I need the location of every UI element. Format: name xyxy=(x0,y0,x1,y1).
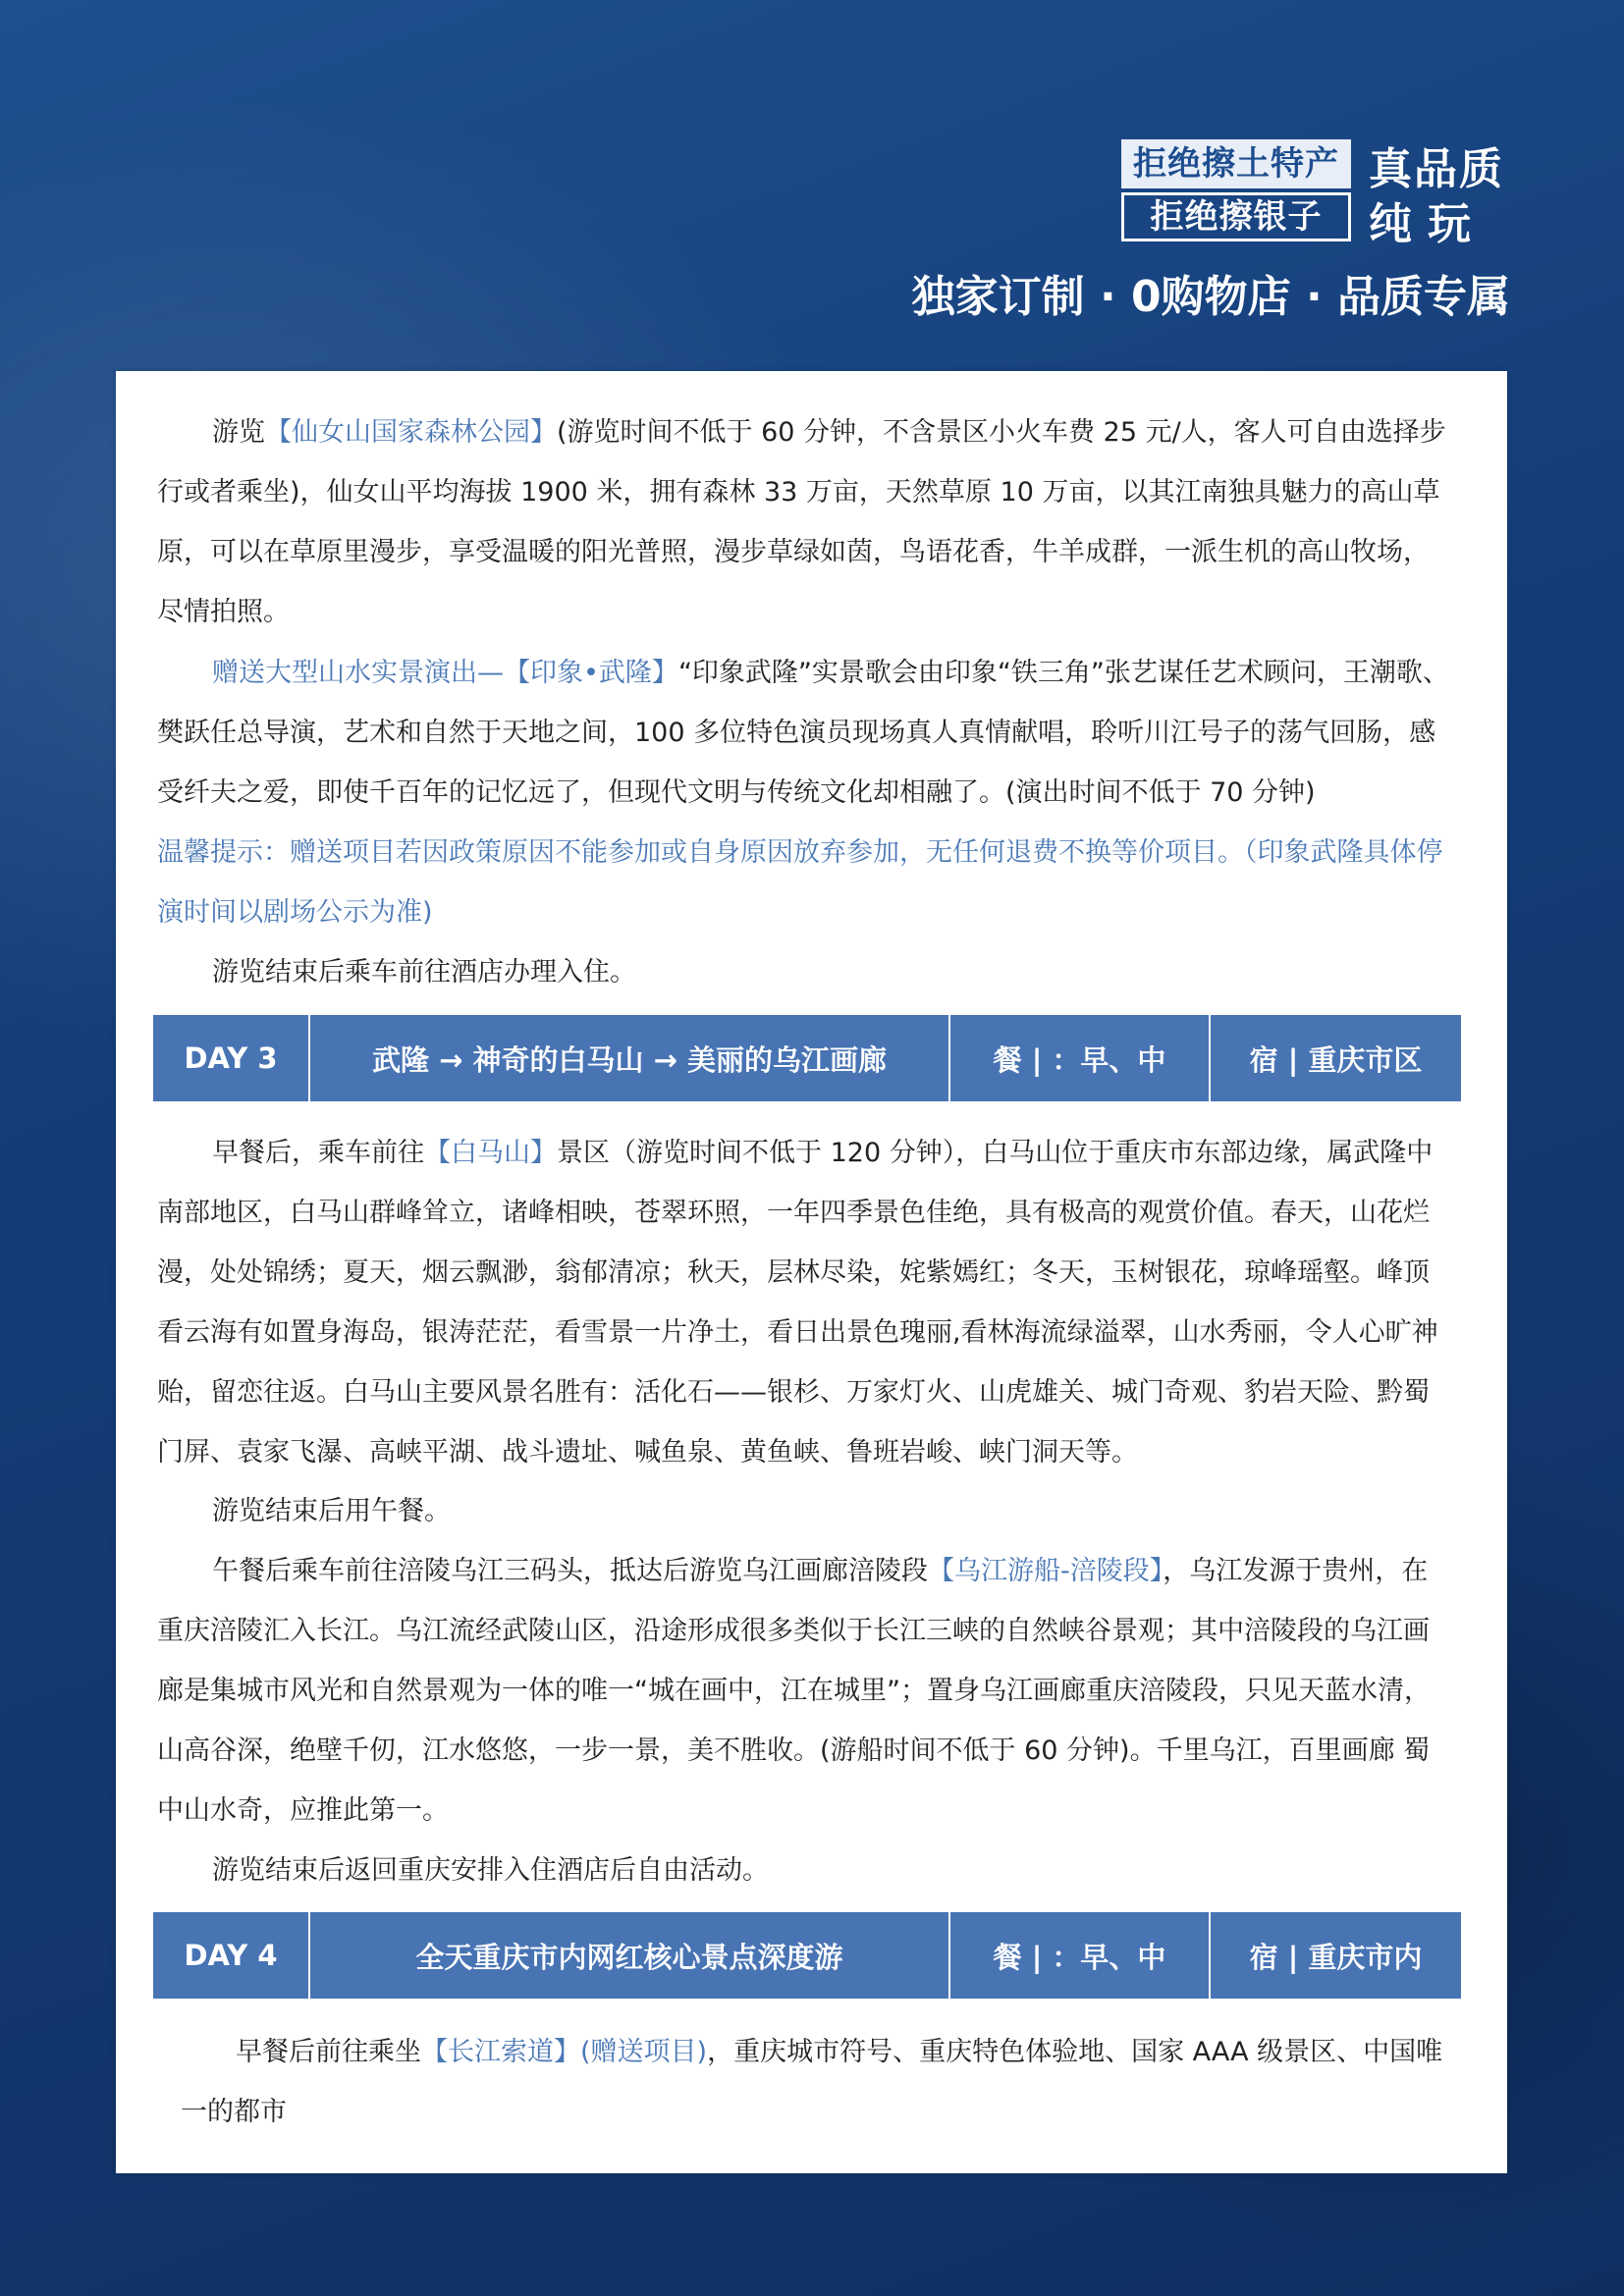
day3-route: 武隆 → 神奇的白马山 → 美丽的乌江画廊 xyxy=(310,1015,950,1101)
highlight-baima-mountain: 【白马山】 xyxy=(424,1138,557,1168)
highlight-fairy-mountain: 【仙女山国家森林公园】 xyxy=(265,417,557,448)
badge-bottom: 拒绝擦银子 xyxy=(1121,192,1351,241)
day3-label: DAY 3 xyxy=(153,1015,310,1101)
day4-bar xyxy=(153,1912,1461,1999)
badge-top: 拒绝擦土特产 xyxy=(1121,139,1351,188)
day4-paragraph-1: 早餐后前往乘坐【长江索道】(赠送项目)，重庆城市符号、重庆特色体验地、国家 AAA 级景区、中国唯一的都市 xyxy=(181,2037,1443,2127)
day3-stay: 宿 | 重庆市区 xyxy=(1249,1042,1423,1077)
day3-bar xyxy=(153,1015,1461,1101)
day3-paragraph-4: 游览结束后返回重庆安排入住酒店后自由活动。 xyxy=(212,1855,769,1886)
intro-paragraph-2: 赠送大型山水实景演出—【印象•武隆】“印象武隆”实景歌会由印象“铁三角”张艺谋任艺术顾问，王潮歌、樊跃任总导演，艺术和自然于天地之间，100 多位特色演员现场真人真情献唱，聆听川江号子的荡气回肠，感受纤夫之爱，即使千百年的记忆远了，但现代文明与传统文化却相融了。(演出时间不低于 70 分钟) xyxy=(157,658,1449,808)
intro-tip: 温馨提示：赠送项目若因政策原因不能参加或自身原因放弃参加，无任何退费不换等价项目。（印象武隆具体停演时间以剧场公示为准) xyxy=(157,837,1443,928)
day3-meals: 餐 | ：早、中 xyxy=(950,1015,1211,1101)
tagline-quality: 真品质 xyxy=(1369,144,1504,194)
day3-paragraph-3: 午餐后乘车前往涪陵乌江三码头，抵达后游览乌江画廊涪陵段【乌江游船-涪陵段】，乌江发源于贵州，在重庆涪陵汇入长江。乌江流经武陵山区，沿途形成很多类似于长江三峡的自然峡谷景观；其中涪陵段的乌江画廊是集城市风光和自然景观为一体的唯一“城在画中，江在城里”；置身乌江画廊重庆涪陵段，只见天蓝水清，山高谷深，绝壁千仞，江水悠悠，一步一景，美不胜收。(游船时间不低于 60 分钟)。千里乌江，百里画廊 蜀中山水奇，应推此第一。 xyxy=(157,1556,1431,1826)
intro-paragraph-4: 游览结束后乘车前往酒店办理入住。 xyxy=(212,957,636,988)
tagline-pure-play: 纯玩 xyxy=(1369,199,1487,249)
day3-paragraph-1: 早餐后，乘车前往【白马山】景区（游览时间不低于 120 分钟），白马山位于重庆市东部边缘，属武隆中南部地区，白马山群峰耸立，诸峰相映，苍翠环照，一年四季景色佳绝，具有极高的观赏价值。春天，山花烂漫，处处锦绣；夏天，烟云飘渺，翁郁清凉；秋天，层林尽染，姹紫嫣红；冬天，玉树银花，琼峰瑶壑。峰顶看云海有如置身海岛，银涛茫茫，看雪景一片净土，看日出景色瑰丽,看林海流绿溢翠，山水秀丽，令人心旷神贻，留恋往返。白马山主要风景名胜有：活化石——银杉、万家灯火、山虎雄关、城门奇观、豹岩天险、黔蜀门屏、袁家飞瀑、高峡平湖、战斗遗址、喊鱼泉、黄鱼峡、鲁班岩峻、峡门洞天等。 xyxy=(157,1138,1438,1468)
highlight-wujiang-cruise: 【乌江游船-涪陵段】 xyxy=(928,1556,1164,1586)
day4-stay: 宿 | 重庆市内 xyxy=(1249,1940,1423,1974)
header-slogan: 独家订制 · 0购物店 · 品质专属 xyxy=(911,272,1510,322)
header-badge xyxy=(1121,137,1357,247)
day3-paragraph-2: 游览结束后用午餐。 xyxy=(212,1496,451,1526)
highlight-yangtze-cableway: 【长江索道】(赠送项目) xyxy=(421,2037,708,2067)
day4-meals: 餐 | ：早、中 xyxy=(950,1912,1211,1999)
day4-label: DAY 4 xyxy=(153,1912,310,1999)
highlight-impression-wulong: 赠送大型山水实景演出—【印象•武隆】 xyxy=(212,658,678,688)
intro-paragraph-1: 游览【仙女山国家森林公园】(游览时间不低于 60 分钟，不含景区小火车费 25 元/人，客人可自由选择步行或者乘坐)，仙女山平均海拔 1900 米，拥有森林 33 万亩，天然草原 10 万亩，以其江南独具魅力的高山草原，可以在草原里漫步，享受温暖的阳光普照，漫步草绿如茵，鸟语花香，牛羊成群，一派生机的高山牧场，尽情拍照。 xyxy=(157,417,1446,627)
day4-route: 全天重庆市内网红核心景点深度游 xyxy=(310,1912,950,1999)
